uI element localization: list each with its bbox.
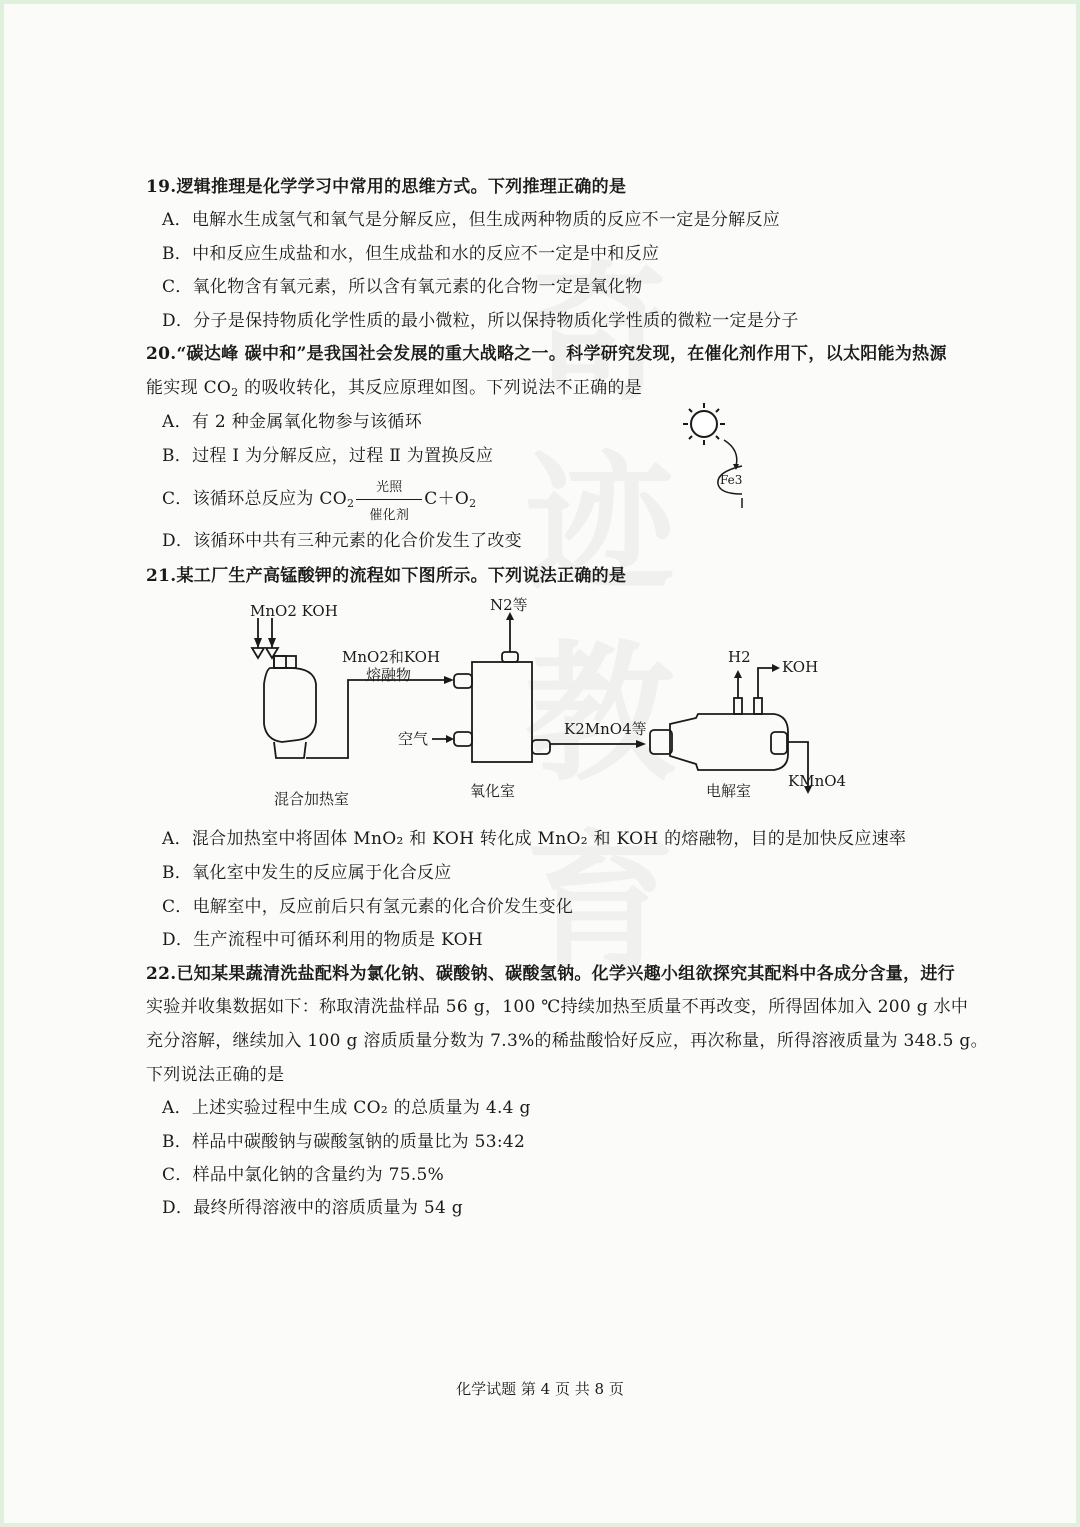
q22-stem-line2: 实验并收集数据如下：称取清洗盐样品 56 g，100 ℃持续加热至质量不再改变，所得固体加入 200 g 水中	[146, 997, 969, 1017]
room-electrolyzer-label: 电解室	[706, 782, 752, 800]
q20-cycle-figure	[680, 398, 760, 518]
q20-option-c: C．该循环总反应为 $CO_2$ 光照 催化剂 $C+O_2$	[162, 479, 477, 523]
q21-flowchart	[240, 592, 860, 812]
q21-option-d: D．生产流程中可循环利用的物质是 KOH	[162, 930, 484, 950]
q21-stem: 21.某工厂生产高锰酸钾的流程如下图所示。下列说法正确的是	[146, 566, 627, 586]
q21-option-a: A．混合加热室中将固体 MnO₂ 和 KOH 转化成 MnO₂ 和 KOH 的熔融物，目的是加快反应速率	[162, 829, 907, 849]
q21-option-c: C．电解室中，反应前后只有氢元素的化合价发生变化	[162, 897, 574, 917]
fe3-label: Fe3	[720, 473, 743, 487]
melt-label-1: MnO2和KOH	[342, 648, 441, 666]
reaction-arrow: 光照 催化剂	[354, 490, 424, 510]
q20-stem-line2: 能实现 $CO_2$ 的吸收转化，其反应原理如图。下列说法不正确的是	[146, 378, 643, 399]
q20-stem-line1: 20.“碳达峰 碳中和”是我国社会发展的重大战略之一。科学研究发现，在催化剂作用下，以太阳能为热源	[146, 344, 947, 364]
q19-option-a: A．电解水生成氢气和氧气是分解反应，但生成两种物质的反应不一定是分解反应	[162, 210, 781, 230]
q22-stem-line4: 下列说法正确的是	[146, 1065, 285, 1085]
q20-option-a: A．有 2 种金属氧化物参与该循环	[162, 412, 422, 432]
h2-label: H2	[728, 648, 751, 666]
q19-option-b: B．中和反应生成盐和水，但生成盐和水的反应不一定是中和反应	[162, 244, 660, 264]
q19-option-d: D．分子是保持物质化学性质的最小微粒，所以保持物质化学性质的微粒一定是分子	[162, 311, 799, 331]
input-label: MnO2 KOH	[250, 602, 338, 620]
kmno4-label: KMnO4	[788, 772, 847, 790]
q22-stem-line1: 22.已知某果蔬清洗盐配料为氯化钠、碳酸钠、碳酸氢钠。化学兴趣小组欲探究其配料中各成分含量，进行	[146, 964, 955, 984]
air-label: 空气	[398, 730, 429, 748]
room-mixer-label: 混合加热室	[274, 790, 350, 808]
q22-option-a: A．上述实验过程中生成 CO₂ 的总质量为 4.4 g	[162, 1098, 531, 1118]
q22-option-b: B．样品中碳酸钠与碳酸氢钠的质量比为 53:42	[162, 1132, 526, 1152]
room-oxidizer-label: 氧化室	[470, 782, 516, 800]
koh-output-label: KOH	[782, 658, 819, 676]
page-footer: 化学试题 第 4 页 共 8 页	[456, 1380, 624, 1398]
q19-stem: 19.逻辑推理是化学学习中常用的思维方式。下列推理正确的是	[146, 177, 627, 197]
q22-stem-line3: 充分溶解，继续加入 100 g 溶质质量分数为 7.3%的稀盐酸恰好反应，再次称量，所得溶液质量为 348.5 g。	[146, 1031, 988, 1051]
q20-option-b: B．过程 Ⅰ 为分解反应，过程 Ⅱ 为置换反应	[162, 446, 494, 466]
q22-option-d: D．最终所得溶液中的溶质质量为 54 g	[162, 1198, 463, 1218]
n2-label: N2等	[490, 596, 528, 614]
melt-label-2: 熔融物	[366, 666, 412, 684]
sun-icon	[683, 403, 725, 445]
q22-option-c: C．样品中氯化钠的含量约为 75.5%	[162, 1165, 445, 1185]
k2mno4-label: K2MnO4等	[564, 720, 647, 738]
q21-option-b: B．氧化室中发生的反应属于化合反应	[162, 863, 452, 883]
q19-option-c: C．氧化物含有氧元素，所以含有氧元素的化合物一定是氧化物	[162, 277, 643, 297]
q20-option-d: D．该循环中共有三种元素的化合价发生了改变	[162, 531, 522, 551]
